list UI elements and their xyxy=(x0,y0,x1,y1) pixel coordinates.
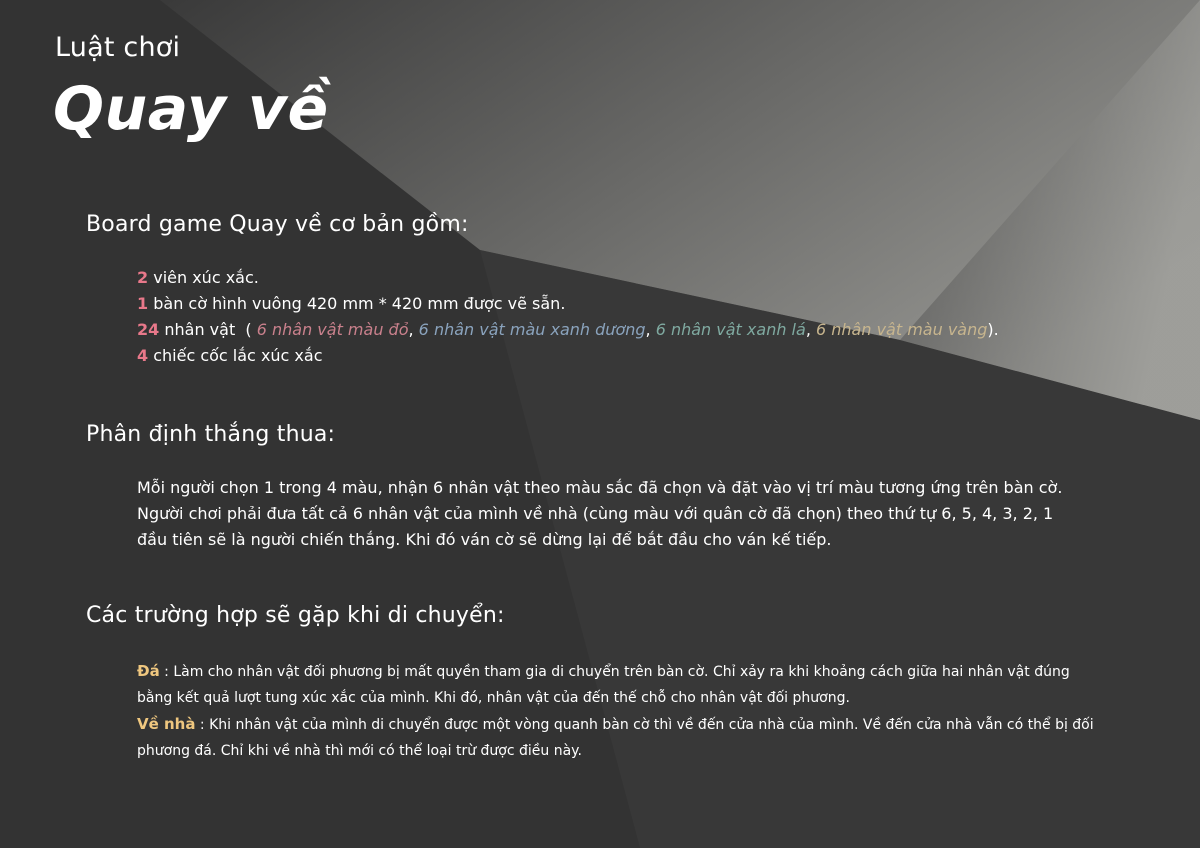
yellow-pieces-label: 6 nhân vật màu vàng xyxy=(815,320,988,339)
cases-heading: Các trường hợp sẽ gặp khi di chuyển: xyxy=(86,603,505,628)
winning-line: đầu tiên sẽ là người chiến thắng. Khi đó ván cờ sẽ dừng lại để bắt đầu cho ván kế tiếp. xyxy=(137,530,832,549)
blue-pieces-label: 6 nhân vật màu xanh dương xyxy=(418,320,646,339)
list-item xyxy=(137,343,1146,369)
list-item xyxy=(137,291,1146,317)
case-line: Khi nhân vật của mình di chuyển được một vòng quanh bàn cờ thì về đến cửa nhà của mình. Về đến cửa nhà vẫn có thể bị đối xyxy=(209,717,1094,733)
item-end: ). xyxy=(987,320,999,339)
winning-heading: Phân định thắng thua: xyxy=(86,422,336,447)
list-item xyxy=(137,317,1146,343)
green-pieces-label: 6 nhân vật xanh lá xyxy=(655,320,806,339)
item-count: 24 xyxy=(137,320,160,339)
page-title: Quay về xyxy=(53,74,329,144)
separator: : xyxy=(159,664,174,680)
winning-body xyxy=(137,475,1146,553)
item-text: bàn cờ hình vuông 420 mm * 420 mm được vẽ sẵn. xyxy=(148,294,566,313)
list-item xyxy=(137,265,1146,291)
components-list xyxy=(137,265,1146,369)
separator: : xyxy=(195,717,210,733)
cases-section xyxy=(86,603,1146,764)
item-text: chiếc cốc lắc xúc xắc xyxy=(148,346,323,365)
case-home xyxy=(137,711,1097,738)
case-term: Đá xyxy=(137,662,160,680)
page-kicker: Luật chơi xyxy=(55,32,181,63)
winning-section xyxy=(86,422,1146,553)
item-count: 4 xyxy=(137,346,149,365)
separator: , xyxy=(408,320,419,339)
separator: , xyxy=(645,320,656,339)
winning-line: Người chơi phải đưa tất cả 6 nhân vật của mình về nhà (cùng màu với quân cờ đã chọn) theo thứ tự 6, 5, 4, 3, 2, 1 xyxy=(137,504,1054,523)
item-text: nhân vật ( xyxy=(159,320,257,339)
item-count: 2 xyxy=(137,268,149,287)
case-kick xyxy=(137,658,1097,685)
case-home-cont: phương đá. Chỉ khi về nhà thì mới có thể loại trừ được điều này. xyxy=(137,743,582,759)
case-line: Làm cho nhân vật đối phương bị mất quyền tham gia di chuyển trên bàn cờ. Chỉ xảy ra khi khoảng cách giữa hai nhân vật đúng xyxy=(173,664,1070,680)
item-count: 1 xyxy=(137,294,149,313)
separator: , xyxy=(805,320,816,339)
case-term: Về nhà xyxy=(137,715,196,733)
components-section xyxy=(86,212,1146,369)
red-pieces-label: 6 nhân vật màu đỏ xyxy=(256,320,409,339)
components-heading: Board game Quay về cơ bản gồm: xyxy=(86,212,469,237)
item-text: viên xúc xắc. xyxy=(148,268,259,287)
winning-line: Mỗi người chọn 1 trong 4 màu, nhận 6 nhân vật theo màu sắc đã chọn và đặt vào vị trí màu tương ứng trên bàn cờ. xyxy=(137,478,1063,497)
cases-body xyxy=(137,658,1146,764)
case-kick-cont: bằng kết quả lượt tung xúc xắc của mình. Khi đó, nhân vật của đến thế chỗ cho nhân vật đối phương. xyxy=(137,690,850,706)
